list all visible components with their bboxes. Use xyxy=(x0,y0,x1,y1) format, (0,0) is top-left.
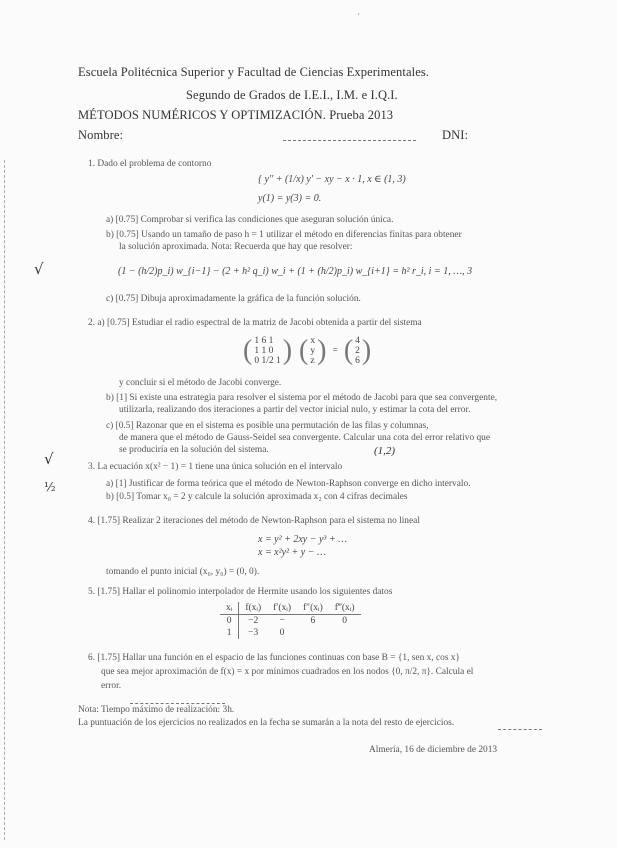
note-dashes xyxy=(130,703,225,704)
exam-date: Almería, 16 de diciembre de 2013 xyxy=(369,745,498,755)
q3-margin-mark-2: ½ xyxy=(44,480,56,494)
vector-z: z xyxy=(310,356,315,366)
q2-part-c-2: de manera que el método de Gauss-Seidel sea convergente. Calcular una cota del error relativo que xyxy=(119,433,491,443)
table-header-f: f(xᵢ) xyxy=(239,602,267,615)
institution-line: Escuela Politécnica Superior y Facultad de Ciencias Experimentales. xyxy=(78,65,430,79)
q4-statement: 4. [1.75] Realizar 2 iteraciones del método de Newton-Raphson para el sistema no lineal xyxy=(88,516,420,526)
matrix-row-2: 1 1 0 xyxy=(254,346,274,356)
rhs-2: 2 xyxy=(355,346,360,356)
table-header-f2: f″(xᵢ) xyxy=(297,602,329,615)
q5-statement: 5. [1.75] Hallar el polinomio interpolador de Hermite usando los siguientes datos xyxy=(88,587,393,597)
table-row: 0 −2 − 6 0 xyxy=(220,615,361,628)
q3-statement: 3. La ecuación x(x² − 1) = 1 tiene una única solución en el intervalo xyxy=(88,462,343,472)
rhs-3: 6 xyxy=(355,356,360,366)
q6-line-1: 6. [1.75] Hallar una función en el espacio de las funciones continuas con base B = {1, sen x, cos x} xyxy=(88,653,460,663)
q1-part-c: c) [0.75] Dibuja aproximadamente la gráfica de la función solución. xyxy=(106,294,361,304)
name-blank[interactable] xyxy=(283,140,416,141)
q2-part-b-2: utilizarla, realizando dos iteraciones a partir del vector inicial nulo, y estimar la cota del error. xyxy=(119,405,471,415)
q2-part-b-1: b) [1] Si existe una estrategia para resolver el sistema por el método de Jacobi para que sea convergente, xyxy=(106,393,498,403)
matrix-row-1: 1 6 1 xyxy=(254,336,274,346)
note-duration: Nota: Tiempo máximo de realización: 3h. xyxy=(78,705,235,715)
q1-part-a: a) [0.75] Comprobar si verifica las condiciones que aseguran solución única. xyxy=(106,215,394,225)
q3-part-b: b) [0.5] Tomar x₀ = 2 y calcule la solución aproximada x₂ con 4 cifras decimales xyxy=(106,492,408,502)
table-header-x: xᵢ xyxy=(220,602,239,615)
q6-line-3: error. xyxy=(101,681,122,691)
q4-system-1: x = y² + 2xy − y³ + … xyxy=(258,534,348,545)
q4-system-2: x = x²y² + y − … xyxy=(258,547,326,558)
q1-part-b-2: la solución aproximada. Nota: Recuerda que hay que resolver: xyxy=(119,242,353,252)
top-mark: · xyxy=(357,10,361,20)
margin-dashed-line xyxy=(4,160,5,840)
q2-system: ( 1 6 1 1 1 0 0 1/2 1 ) ( x y z ) = ( 4 2 6 ) xyxy=(243,335,372,366)
equals-sign: = xyxy=(332,346,338,356)
vector-x: x xyxy=(310,336,316,346)
table-header-f3: f‴(xᵢ) xyxy=(329,602,361,615)
q2-part-a: 2. a) [0.75] Estudiar el radio espectral de la matriz de Jacobi obtenida a partir del sistema xyxy=(88,318,422,328)
q1-intro: 1. Dado el problema de contorno xyxy=(88,159,212,169)
q1-part-b-1: b) [0.75] Usando un tamaño de paso h = 1 utilizar el método en diferencias finitas para obtener xyxy=(106,230,462,240)
q5-data-table xyxy=(220,602,361,639)
q3-margin-mark: √ xyxy=(44,450,54,468)
q1-margin-mark: √ xyxy=(34,260,44,278)
note-dashes-2 xyxy=(498,729,542,730)
table-row: 1 −3 0 xyxy=(220,627,361,639)
vector-y: y xyxy=(310,346,316,356)
q4-initial-point: tomando el punto inicial (x₀, y₀) = (0, 0). xyxy=(106,567,260,577)
q2-part-c-1: c) [0.5] Razonar que en el sistema es posible una permutación de las filas y columnas, xyxy=(106,421,429,431)
course-title: MÉTODOS NUMÉRICOS Y OPTIMIZACIÓN. Prueba 2013 xyxy=(78,108,394,122)
note-scoring: La puntuación de los ejercicios no realizados en la fecha se sumarán a la nota del resto de ejercicios. xyxy=(78,718,455,728)
q2-convergence: y concluir si el método de Jacobi converge. xyxy=(119,378,282,388)
q1-scheme: (1 − (h/2)p_i) w_{i−1} − (2 + h² q_i) w_i + (1 + (h/2)p_i) w_{i+1} = h² r_i, i = 1, …, 3 xyxy=(118,266,473,277)
q1-ode-2: y(1) = y(3) = 0. xyxy=(258,193,322,204)
dni-label: DNI: xyxy=(442,128,469,142)
q3-part-a: a) [1] Justificar de forma teórica que el método de Newton-Raphson converge en dicho intervalo. xyxy=(106,479,471,489)
degrees-line: Segundo de Grados de I.E.I., I.M. e I.Q.I. xyxy=(186,88,398,102)
q1-ode-1: { y'' + (1/x) y' − xy − x · 1, x ∈ (1, 3) xyxy=(258,174,406,185)
table-header-f1: f′(xᵢ) xyxy=(267,602,297,615)
matrix-row-3: 0 1/2 1 xyxy=(254,356,281,366)
q3-handwritten-interval: (1,2) xyxy=(374,445,396,457)
q2-part-c-3: se produciría en la solución del sistema. xyxy=(119,445,269,455)
q6-line-2: que sea mejor aproximación de f(x) = x por mínimos cuadrados en los nodos {0, π/2, π}. Calcula el xyxy=(101,667,474,677)
name-label: Nombre: xyxy=(78,128,124,142)
rhs-1: 4 xyxy=(355,336,360,346)
